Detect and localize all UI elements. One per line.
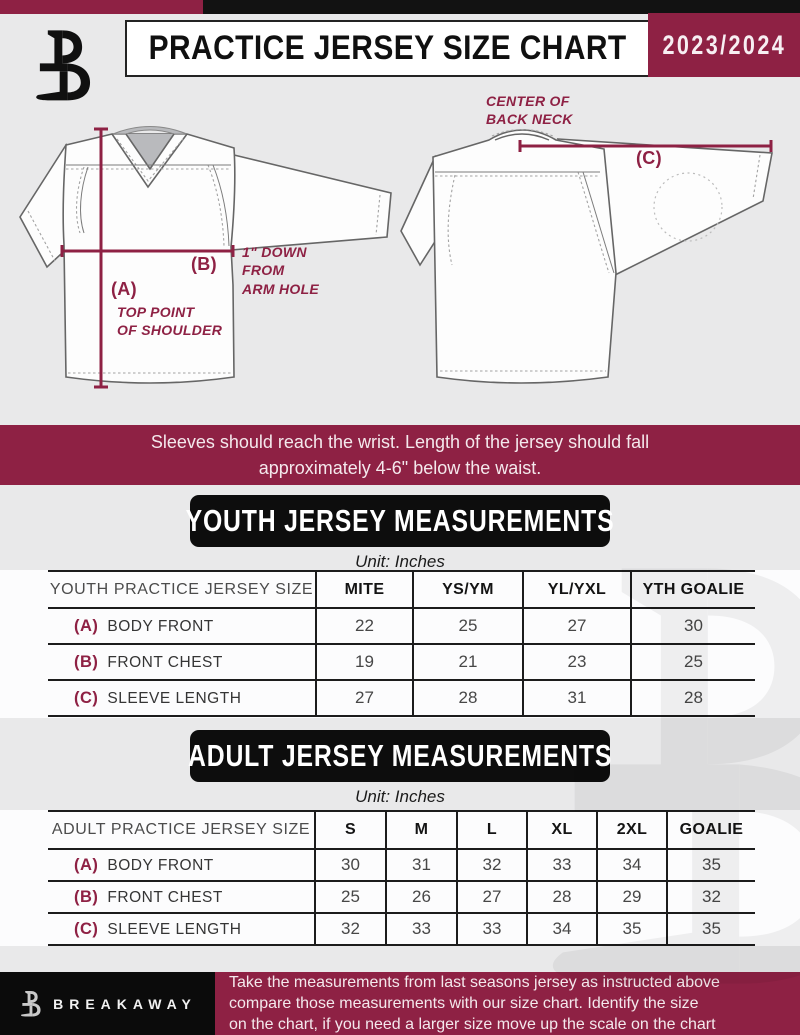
adult-unit-label: Unit: Inches bbox=[355, 787, 445, 806]
adult-size-col-l: L bbox=[457, 811, 527, 849]
adult-body-front-2xl: 34 bbox=[597, 849, 667, 881]
adult-size-table bbox=[48, 810, 755, 946]
adult-sleeve-l: 33 bbox=[457, 913, 527, 945]
breakaway-logo-icon bbox=[28, 24, 94, 108]
adult-row-front-chest bbox=[48, 881, 755, 913]
row-name: SLEEVE LENGTH bbox=[107, 920, 242, 938]
row-name: FRONT CHEST bbox=[107, 653, 223, 671]
youth-sleeve-goalie: 28 bbox=[631, 680, 755, 716]
youth-section-head bbox=[0, 485, 800, 570]
adult-front-chest-xl: 28 bbox=[527, 881, 597, 913]
footer-brand-block bbox=[0, 972, 215, 1035]
adult-sleeve-goalie: 35 bbox=[667, 913, 755, 945]
season-label: 2023/2024 bbox=[662, 29, 786, 60]
row-name: SLEEVE LENGTH bbox=[107, 689, 242, 707]
brand-name: BREAKAWAY bbox=[53, 995, 197, 1012]
row-key: (B) bbox=[74, 652, 99, 671]
breakaway-logo-icon-small bbox=[18, 989, 42, 1019]
youth-sleeve-ylyxl: 31 bbox=[523, 680, 631, 716]
adult-sleeve-xl: 34 bbox=[527, 913, 597, 945]
youth-unit-label: Unit: Inches bbox=[355, 552, 445, 571]
adult-row-sleeve-length bbox=[48, 913, 755, 945]
row-key: (C) bbox=[74, 919, 99, 938]
row-key: (A) bbox=[74, 616, 99, 635]
youth-table-section bbox=[0, 570, 800, 718]
banner-line-2: approximately 4-6" below the waist. bbox=[258, 458, 542, 478]
adult-table-section bbox=[0, 810, 800, 946]
adult-body-front-l: 32 bbox=[457, 849, 527, 881]
youth-size-col-goalie: YTH GOALIE bbox=[631, 571, 755, 608]
center-back-neck-note: CENTER OF BACK NECK bbox=[486, 93, 573, 128]
adult-table-label: ADULT PRACTICE JERSEY SIZE bbox=[48, 811, 315, 849]
measure-label-c: (C) bbox=[636, 148, 662, 168]
adult-size-col-2xl: 2XL bbox=[597, 811, 667, 849]
measure-label-a: (A) bbox=[111, 279, 137, 299]
row-key: (C) bbox=[74, 688, 99, 707]
adult-sleeve-2xl: 35 bbox=[597, 913, 667, 945]
arm-hole-note: 1" DOWN FROM ARM HOLE bbox=[242, 244, 320, 297]
adult-front-chest-2xl: 29 bbox=[597, 881, 667, 913]
youth-front-chest-goalie: 25 bbox=[631, 644, 755, 680]
banner-line-1: Sleeves should reach the wrist. Length of the jersey should fall bbox=[150, 431, 650, 452]
youth-body-front-ylyxl: 27 bbox=[523, 608, 631, 644]
top-point-shoulder-note: TOP POINT OF SHOULDER bbox=[117, 304, 223, 339]
adult-size-col-s: S bbox=[315, 811, 386, 849]
footer-note-line-1: Take the measurements from last seasons jersey as instructed above bbox=[229, 973, 720, 991]
youth-sleeve-ysym: 28 bbox=[413, 680, 523, 716]
adult-front-chest-l: 27 bbox=[457, 881, 527, 913]
adult-section-head bbox=[0, 718, 800, 810]
youth-front-chest-ylyxl: 23 bbox=[523, 644, 631, 680]
youth-front-chest-mite: 19 bbox=[316, 644, 413, 680]
youth-size-col-ylyxl: YL/YXL bbox=[523, 571, 631, 608]
youth-size-table bbox=[48, 570, 755, 717]
adult-front-chest-s: 25 bbox=[315, 881, 386, 913]
youth-body-front-goalie: 30 bbox=[631, 608, 755, 644]
row-key: (B) bbox=[74, 887, 99, 906]
footer-instructions bbox=[215, 972, 800, 1035]
row-name: BODY FRONT bbox=[107, 856, 214, 874]
adult-front-chest-m: 26 bbox=[386, 881, 457, 913]
youth-heading-pill bbox=[185, 495, 615, 547]
adult-size-col-xl: XL bbox=[527, 811, 597, 849]
jersey-diagram bbox=[0, 93, 800, 425]
youth-front-chest-ysym: 21 bbox=[413, 644, 523, 680]
footer-note-line-3: on the chart, if you need a larger size move up the scale on the chart bbox=[229, 1016, 716, 1034]
adult-body-front-goalie: 35 bbox=[667, 849, 755, 881]
youth-body-front-mite: 22 bbox=[316, 608, 413, 644]
page-title: PRACTICE JERSEY SIZE CHART bbox=[148, 29, 627, 67]
adult-size-col-goalie: GOALIE bbox=[667, 811, 755, 849]
top-accent-strip bbox=[0, 0, 800, 14]
fit-guidance-banner bbox=[0, 425, 800, 485]
title-box bbox=[125, 20, 648, 77]
youth-table-label: YOUTH PRACTICE JERSEY SIZE bbox=[48, 571, 316, 608]
row-key: (A) bbox=[74, 855, 99, 874]
adult-sleeve-s: 32 bbox=[315, 913, 386, 945]
adult-sleeve-m: 33 bbox=[386, 913, 457, 945]
youth-row-front-chest bbox=[48, 644, 755, 680]
youth-size-col-ysym: YS/YM bbox=[413, 571, 523, 608]
adult-heading: ADULT JERSEY MEASUREMENTS bbox=[187, 738, 613, 773]
adult-heading-pill bbox=[187, 730, 613, 782]
adult-row-body-front bbox=[48, 849, 755, 881]
youth-sleeve-mite: 27 bbox=[316, 680, 413, 716]
row-name: FRONT CHEST bbox=[107, 888, 223, 906]
top-strip-maroon bbox=[0, 0, 203, 14]
back-jersey-outline bbox=[401, 130, 772, 383]
youth-table-header-row bbox=[48, 571, 755, 608]
header bbox=[0, 14, 800, 115]
footer-note-line-2: compare those measurements with our size chart. Identify the size bbox=[229, 994, 699, 1012]
youth-body-front-ysym: 25 bbox=[413, 608, 523, 644]
adult-size-col-m: M bbox=[386, 811, 457, 849]
adult-body-front-m: 31 bbox=[386, 849, 457, 881]
youth-size-col-mite: MITE bbox=[316, 571, 413, 608]
season-badge bbox=[648, 13, 800, 77]
top-strip-black bbox=[203, 0, 800, 14]
measure-label-b: (B) bbox=[191, 254, 217, 274]
jersey-drawings bbox=[0, 115, 800, 425]
bottom-gap-strip bbox=[0, 946, 800, 972]
adult-front-chest-goalie: 32 bbox=[667, 881, 755, 913]
adult-body-front-s: 30 bbox=[315, 849, 386, 881]
youth-row-body-front bbox=[48, 608, 755, 644]
adult-body-front-xl: 33 bbox=[527, 849, 597, 881]
footer bbox=[0, 972, 800, 1035]
adult-table-header-row bbox=[48, 811, 755, 849]
row-name: BODY FRONT bbox=[107, 617, 214, 635]
youth-heading: YOUTH JERSEY MEASUREMENTS bbox=[185, 503, 615, 538]
youth-row-sleeve-length bbox=[48, 680, 755, 716]
